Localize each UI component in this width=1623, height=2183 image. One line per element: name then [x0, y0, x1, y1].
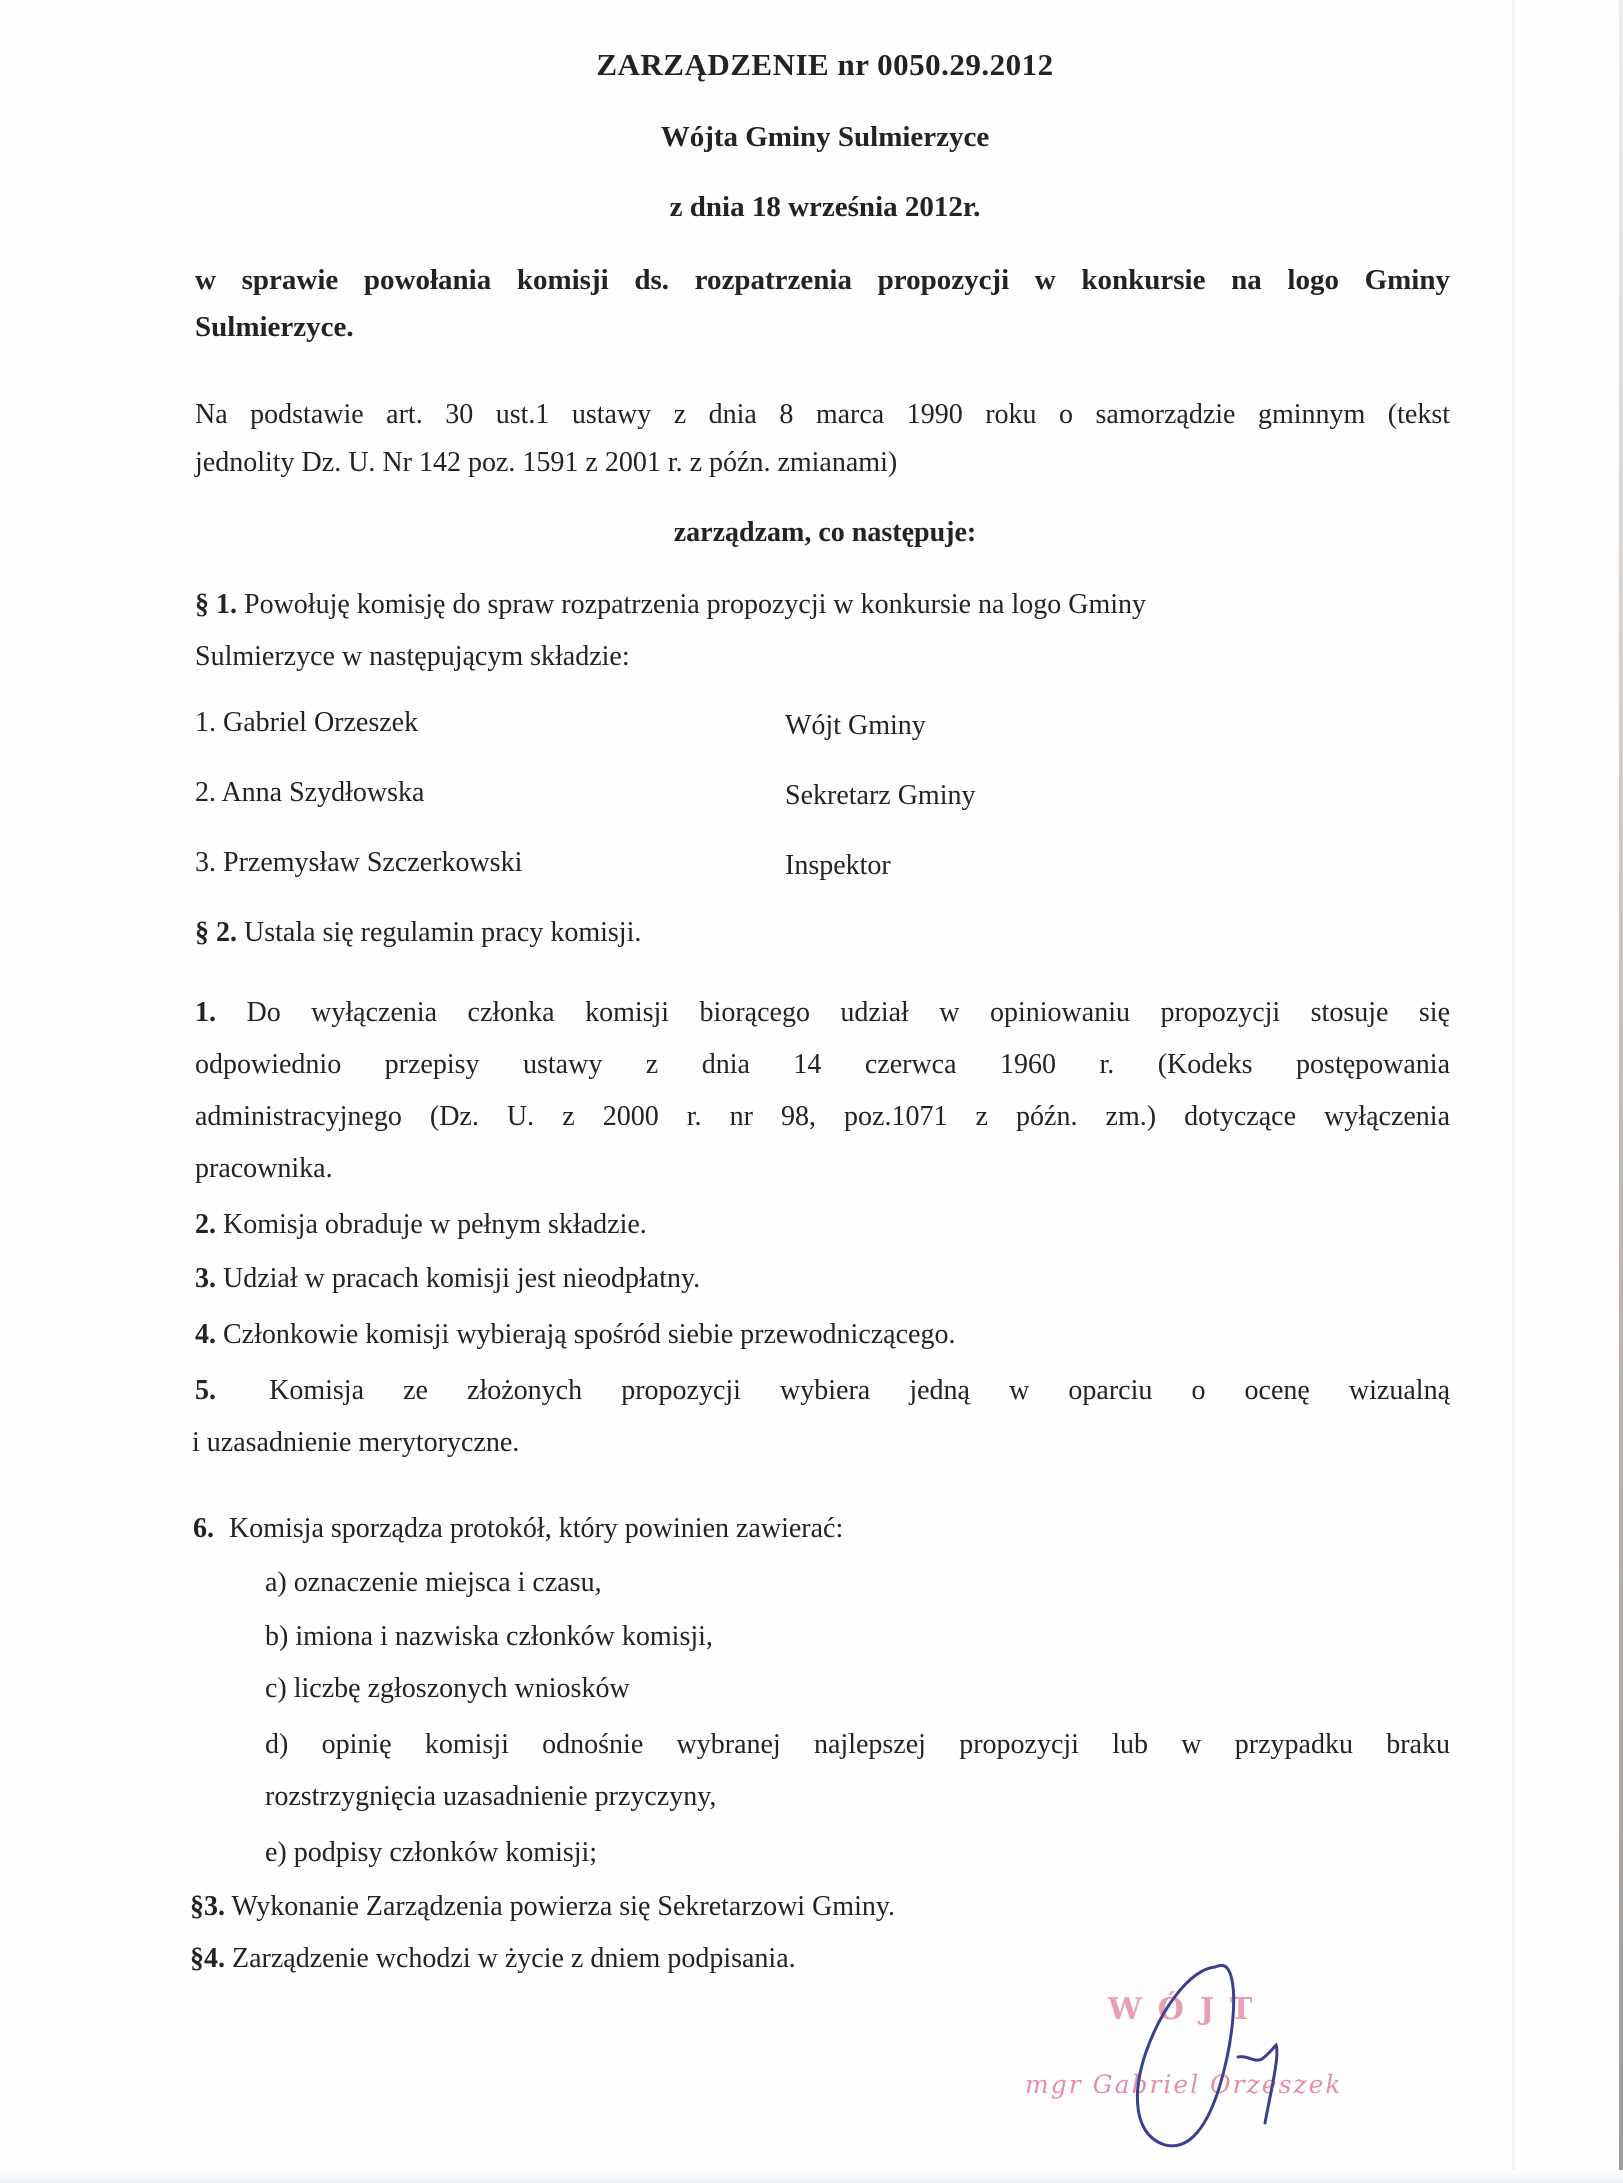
- point-4-num: 4.: [195, 1319, 216, 1350]
- point-6-subitem-d-line-2: rozstrzygnięcia uzasadnienie przyczyny,: [265, 1781, 717, 1812]
- document-title: ZARZĄDZENIE nr 0050.29.2012: [596, 47, 1054, 82]
- member-role-3: Inspektor: [785, 850, 891, 881]
- section-1-line-1: [195, 588, 1146, 622]
- handwritten-signature-icon: [1120, 1955, 1300, 2155]
- point-3-num: 3.: [195, 1263, 216, 1294]
- section-2-heading: [195, 916, 641, 950]
- point-6-subitem-b: b) imiona i nazwiska członków komisji,: [265, 1621, 713, 1652]
- section-2-label: § 2.: [195, 917, 237, 948]
- point-5-num: 5.: [195, 1375, 216, 1406]
- subject-line-2: Sulmierzyce.: [195, 311, 354, 343]
- point-6-subitem-a: a) oznaczenie miejsca i czasu,: [265, 1567, 602, 1598]
- scan-artifact-line: [1512, 0, 1515, 2183]
- official-stamp-name: mgr Gabriel Orzeszek: [1025, 2070, 1343, 2099]
- section-2-text: Ustala się regulamin pracy komisji.: [244, 917, 642, 948]
- legal-basis-line-2: jednolity Dz. U. Nr 142 poz. 1591 z 2001 r. z późn. zmianami): [195, 447, 898, 478]
- point-1-num: 1.: [195, 997, 216, 1028]
- legal-basis-line-1: Na podstawie art. 30 ust.1 ustawy z dnia 8 marca 1990 roku o samorządzie gminnym (tekst: [195, 399, 1450, 430]
- point-6-subitem-e: e) podpisy członków komisji;: [265, 1837, 598, 1868]
- point-5-text: Komisja ze złożonych propozycji wybiera jedną w oparciu o ocenę wizualną: [269, 1375, 1450, 1406]
- section-1-label: § 1.: [195, 589, 237, 620]
- member-role-1: Wójt Gminy: [785, 710, 926, 741]
- subject-line-1: w sprawie powołania komisji ds. rozpatrzenia propozycji w konkursie na logo Gminy: [195, 264, 1450, 296]
- section-3-label: §3.: [190, 1891, 225, 1922]
- point-6-num: 6.: [193, 1513, 214, 1544]
- point-6-subitem-d-line-1: d) opinię komisji odnośnie wybranej najlepszej propozycji lub w przypadku braku: [265, 1729, 1450, 1760]
- point-1-line-4: pracownika.: [195, 1153, 333, 1184]
- point-2: [195, 1208, 647, 1242]
- point-1-line-2: odpowiednio przepisy ustawy z dnia 14 czerwca 1960 r. (Kodeks postępowania: [195, 1049, 1450, 1080]
- section-3-text: Wykonanie Zarządzenia powierza się Sekretarzowi Gminy.: [231, 1891, 896, 1922]
- point-3: [195, 1262, 700, 1296]
- document-date: z dnia 18 września 2012r.: [669, 191, 981, 223]
- point-4: [195, 1318, 955, 1352]
- section-1-text: Powołuję komisję do spraw rozpatrzenia propozycji w konkursie na logo Gminy: [244, 589, 1147, 620]
- section-3: [190, 1890, 895, 1924]
- point-6-subitem-c: c) liczbę zgłoszonych wniosków: [265, 1673, 630, 1704]
- member-name-1: 1. Gabriel Orzeszek: [195, 707, 419, 738]
- section-4: [190, 1942, 796, 1976]
- point-6-text: Komisja sporządza protokół, który powinien zawierać:: [229, 1513, 844, 1544]
- scan-artifact-edge: [1619, 0, 1623, 2183]
- point-4-text: Członkowie komisji wybierają spośród siebie przewodniczącego.: [223, 1319, 956, 1350]
- section-1-line-2: Sulmierzyce w następującym składzie:: [195, 641, 630, 672]
- point-6: [193, 1512, 843, 1546]
- point-1-line-3: administracyjnego (Dz. U. z 2000 r. nr 98, poz.1071 z późn. zm.) dotyczące wyłączenia: [195, 1101, 1450, 1132]
- official-stamp-title: WÓJT: [1108, 1992, 1269, 2027]
- member-name-3: 3. Przemysław Szczerkowski: [195, 847, 523, 878]
- section-4-label: §4.: [190, 1943, 225, 1974]
- point-1-line-1: [195, 996, 1450, 1030]
- point-5-line-2: i uzasadnienie merytoryczne.: [192, 1427, 520, 1458]
- section-4-text: Zarządzenie wchodzi w życie z dniem podpisania.: [232, 1943, 796, 1974]
- document-issuer: Wójta Gminy Sulmierzyce: [660, 121, 990, 153]
- point-5-line-1: [195, 1374, 1450, 1408]
- scan-artifact-bottom: [0, 2170, 1623, 2183]
- decree-heading: zarządzam, co następuje:: [673, 517, 977, 548]
- point-3-text: Udział w pracach komisji jest nieodpłatny.: [223, 1263, 701, 1294]
- point-2-text: Komisja obraduje w pełnym składzie.: [223, 1209, 647, 1240]
- point-1-text: Do wyłączenia członka komisji biorącego udział w opiniowaniu propozycji stosuje się: [246, 997, 1450, 1028]
- point-2-num: 2.: [195, 1209, 216, 1240]
- member-role-2: Sekretarz Gminy: [785, 780, 976, 811]
- member-name-2: 2. Anna Szydłowska: [195, 777, 425, 808]
